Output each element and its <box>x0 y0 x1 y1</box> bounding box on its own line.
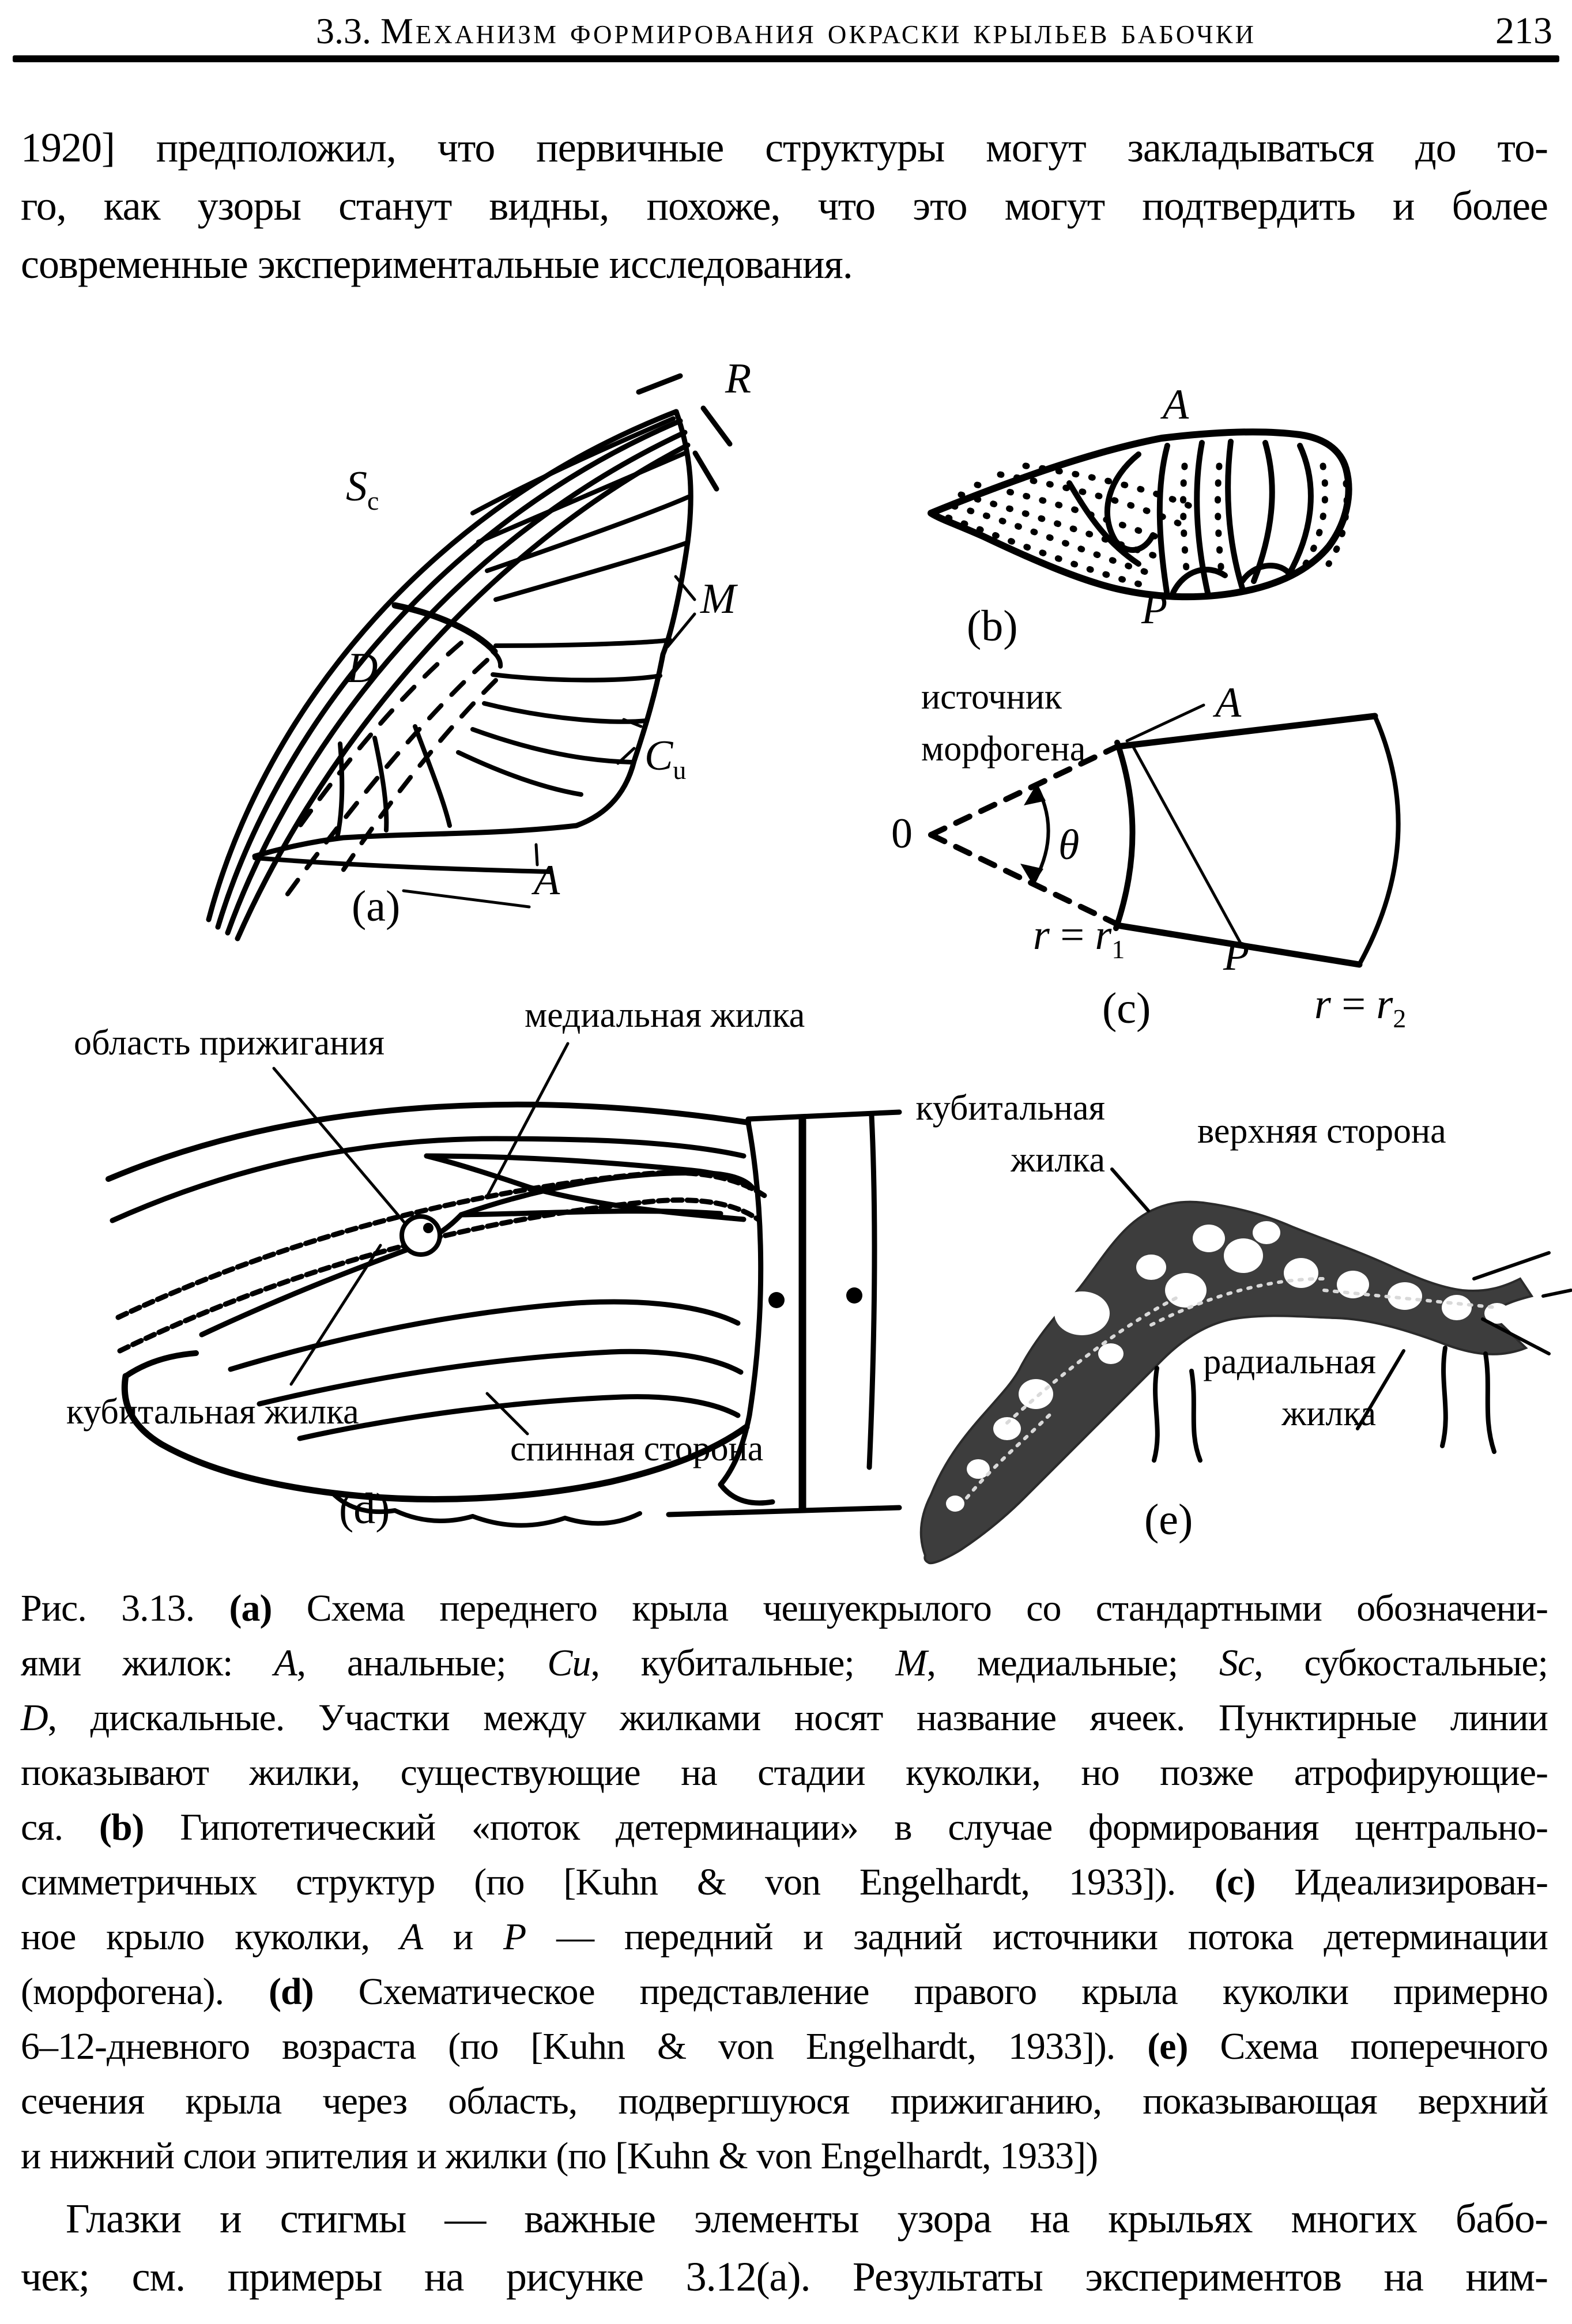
theta-label: θ <box>1058 822 1080 869</box>
anterior-posterior-chord <box>1132 745 1243 947</box>
text-line: Глазки и стигмы — важные элементы узора на крыльях многих бабо- <box>66 2195 1548 2242</box>
text-line: симметричных структур (по [Kuhn & von Engelhardt, 1933]). (c) Идеализирован- <box>21 1861 1548 1903</box>
text-line: ся. (b) Гипотетический «поток детерминации» в случае формирования центрально- <box>21 1806 1548 1848</box>
section-title: Механизм формирования окраски крыльев бабочки <box>380 10 1256 51</box>
text-line: чек; см. примеры на рисунке 3.12(a). Результаты экспериментов на ним- <box>21 2254 1548 2300</box>
upper-side-label: верхняя сторона <box>1197 1112 1446 1151</box>
radial-vein-label <box>1163 1341 1376 1434</box>
lower-margin-hook <box>126 1353 196 1376</box>
origin-label: 0 <box>891 810 913 857</box>
panel-b-tag: (b) <box>967 602 1018 650</box>
text-line: показывают жилки, существующие на стадии куколки, но позже атрофирующие- <box>21 1752 1548 1794</box>
forewing-diagram <box>173 323 853 957</box>
text-line: D, дискальные. Участки между жилками носят название ячеек. Пунктирные линии <box>21 1697 1548 1739</box>
figure-panel-b <box>896 351 1427 650</box>
morphogen-source-label-line1: источник <box>921 677 1062 717</box>
text-line: и нижний слои эпителия и жилки (по [Kuhn & von Engelhardt, 1933]) <box>21 2135 1098 2177</box>
text-line: Рис. 3.13. (a) Схема переднего крыла чешуекрылого со стандартными обозначени- <box>21 1587 1548 1629</box>
figure-panel-e <box>863 1048 1572 1567</box>
inner-radius-arc <box>1116 743 1133 928</box>
radial-vein-label-line1: радиальная <box>1203 1342 1376 1381</box>
cautery-spot-ring <box>402 1216 440 1255</box>
vein-label-D: D <box>347 645 378 692</box>
text-line: современные экспериментальные исследования. <box>21 241 853 287</box>
panel-a-tag: (a) <box>352 882 401 931</box>
cubital-vein-label: кубитальная жилка <box>66 1392 359 1432</box>
outer-radius-arc <box>1359 716 1398 965</box>
panel-e-tag: (e) <box>1144 1496 1193 1544</box>
radial-vein-label-line2: жилка <box>1281 1394 1376 1433</box>
intro-paragraph <box>21 119 1548 293</box>
text-line: сечения крыла через область, подвергшуюся прижиганию, показывающая верхний <box>21 2080 1548 2122</box>
closing-paragraph <box>21 2190 1548 2306</box>
panel-c-tag: (c) <box>1102 984 1151 1033</box>
apex-dashed-edges <box>931 747 1117 924</box>
cautery-spot-dot <box>423 1223 433 1233</box>
abdomen-dot-left <box>768 1292 785 1308</box>
section-number: 3.3. <box>316 10 372 51</box>
anterior-label: A <box>1215 679 1242 726</box>
anterior-label: A <box>1163 381 1189 428</box>
text-line: ное крыло куколки, A и P — передний и задний источники потока детерминации <box>21 1916 1548 1958</box>
figure-panel-c <box>888 660 1568 1041</box>
morphogen-source-label-line2: морфогена <box>921 729 1086 769</box>
text-line: го, как узоры станут видны, похоже, что это могут подтвердить и более <box>21 183 1548 229</box>
text-line: 1920] предположил, что первичные структуры могут закладываться до то- <box>21 125 1548 171</box>
outer-radius-label: $r = r_2$ <box>1314 981 1407 1033</box>
cubital-vein-label-line2: жилка <box>1011 1140 1105 1180</box>
figure-panel-a <box>173 323 853 957</box>
page-number: 213 <box>1495 10 1552 52</box>
vein-label-M: M <box>700 575 736 623</box>
posterior-label: P <box>1141 586 1168 633</box>
text-line: 6–12-дневного возраста (по [Kuhn & von Engelhardt, 1933]). (e) Схема поперечного <box>21 2025 1548 2067</box>
cubital-vein-label-line1: кубитальная <box>915 1088 1105 1128</box>
vein-label-R: R <box>725 355 752 402</box>
cubital-vein-label <box>874 1087 1105 1181</box>
vein-label-Cu: $C_u$ <box>644 732 687 785</box>
abdomen-dot-right <box>846 1287 862 1304</box>
figure-caption <box>21 1581 1548 2183</box>
panel-d-tag: (d) <box>339 1485 390 1533</box>
cautery-area-label: область прижигания <box>74 1023 385 1063</box>
text-line: ями жилок: A, анальные; Cu, кубитальные; M, медиальные; Sc, субкостальные; <box>21 1642 1548 1684</box>
sector-top-edge <box>1117 716 1375 747</box>
text-line: (морфогена). (d) Схематическое представление правого крыла куколки примерно <box>21 1971 1548 2013</box>
running-header <box>138 10 1434 52</box>
vein-label-Sc: $S_c$ <box>346 463 379 515</box>
dorsal-side-label: спинная сторона <box>510 1429 764 1468</box>
posterior-label: P <box>1223 932 1250 980</box>
medial-vein-label: медиальная жилка <box>525 996 805 1035</box>
vein-label-A: A <box>534 857 560 904</box>
inner-radius-label: $r = r_1$ <box>1033 911 1125 964</box>
serrated-veins <box>118 1173 766 1351</box>
header-rule <box>13 55 1559 62</box>
anal-margin-line <box>255 858 551 872</box>
figure-panel-d <box>58 966 922 1554</box>
